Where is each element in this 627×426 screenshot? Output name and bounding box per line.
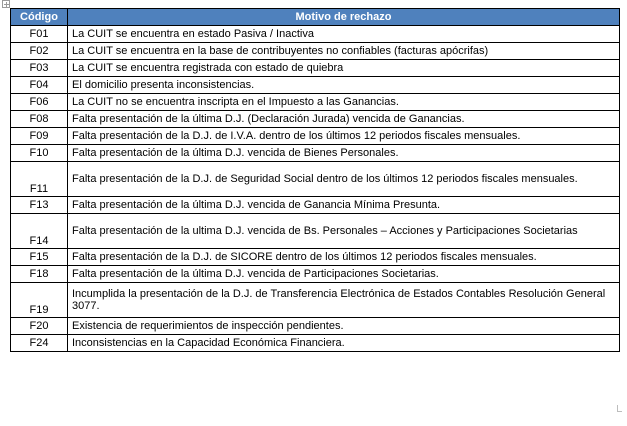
- table-row: [11, 43, 620, 60]
- table-row: [11, 162, 620, 197]
- header-code: Código: [11, 9, 68, 26]
- table-row: [11, 60, 620, 77]
- row-code: F14: [11, 214, 68, 249]
- row-code: F11: [11, 162, 68, 197]
- table-row: [11, 266, 620, 283]
- row-reason: La CUIT se encuentra registrada con estado de quiebra: [68, 60, 620, 77]
- row-reason: Falta presentación de la última D.J. vencida de Participaciones Societarias.: [68, 266, 620, 283]
- row-code: F03: [11, 60, 68, 77]
- row-code: F09: [11, 128, 68, 145]
- row-reason: Falta presentación de la D.J. de I.V.A. dentro de los últimos 12 periodos fiscales mensuales.: [68, 128, 620, 145]
- row-reason: Falta presentación de la D.J. de SICORE dentro de los últimos 12 periodos fiscales mensuales.: [68, 249, 620, 266]
- table-row: [11, 283, 620, 318]
- table-row: [11, 77, 620, 94]
- rejection-reasons-table: [10, 8, 620, 352]
- row-code: F10: [11, 145, 68, 162]
- table-row: [11, 128, 620, 145]
- row-reason: Falta presentación de la última D.J. (Declaración Jurada) vencida de Ganancias.: [68, 111, 620, 128]
- row-reason: Falta presentación de la ultima D.J. vencida de Bs. Personales – Acciones y Participaciones Societarias: [68, 214, 620, 249]
- row-reason: La CUIT se encuentra en la base de contribuyentes no confiables (facturas apócrifas): [68, 43, 620, 60]
- header-reason: Motivo de rechazo: [68, 9, 620, 26]
- row-code: F15: [11, 249, 68, 266]
- row-code: F01: [11, 26, 68, 43]
- row-code: F02: [11, 43, 68, 60]
- row-reason: Incumplida la presentación de la D.J. de Transferencia Electrónica de Estados Contables Resolución General 3077.: [68, 283, 620, 318]
- row-code: F04: [11, 77, 68, 94]
- table-row: [11, 94, 620, 111]
- row-reason: El domicilio presenta inconsistencias.: [68, 77, 620, 94]
- row-reason: Falta presentación de la última D.J. vencida de Ganancia Mínima Presunta.: [68, 197, 620, 214]
- table-row: [11, 145, 620, 162]
- row-code: F08: [11, 111, 68, 128]
- row-code: F18: [11, 266, 68, 283]
- row-code: F20: [11, 318, 68, 335]
- table-row: [11, 214, 620, 249]
- row-code: F19: [11, 283, 68, 318]
- table-anchor-handle[interactable]: [2, 0, 10, 8]
- row-code: F06: [11, 94, 68, 111]
- row-code: F24: [11, 335, 68, 352]
- row-reason: Falta presentación de la última D.J. vencida de Bienes Personales.: [68, 145, 620, 162]
- end-of-cell-marker: [617, 405, 622, 412]
- table-row: [11, 249, 620, 266]
- row-code: F13: [11, 197, 68, 214]
- row-reason: Existencia de requerimientos de inspección pendientes.: [68, 318, 620, 335]
- table-row: [11, 335, 620, 352]
- table-row: [11, 26, 620, 43]
- table-row: [11, 111, 620, 128]
- row-reason: Falta presentación de la D.J. de Seguridad Social dentro de los últimos 12 periodos fiscales mensuales.: [68, 162, 620, 197]
- table-row: [11, 318, 620, 335]
- table-header-row: [11, 9, 620, 26]
- row-reason: Inconsistencias en la Capacidad Económica Financiera.: [68, 335, 620, 352]
- table-row: [11, 197, 620, 214]
- row-reason: La CUIT se encuentra en estado Pasiva / Inactiva: [68, 26, 620, 43]
- row-reason: La CUIT no se encuentra inscripta en el Impuesto a las Ganancias.: [68, 94, 620, 111]
